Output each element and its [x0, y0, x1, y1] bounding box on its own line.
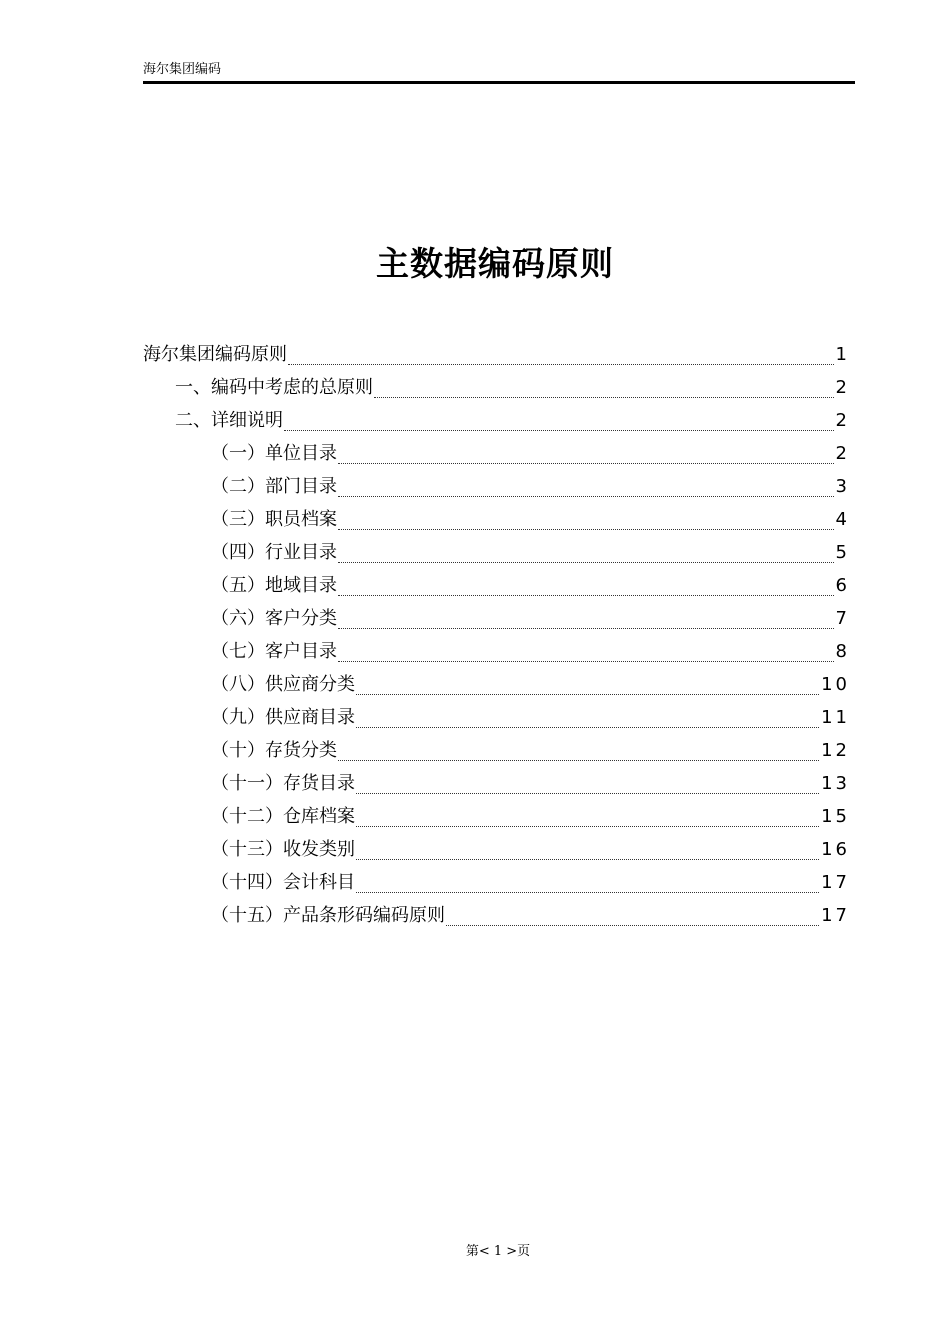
- toc-page-number: 7: [835, 608, 850, 629]
- toc-entry-label: （十四）会计科目: [211, 872, 355, 893]
- toc-entry-label: （二）部门目录: [211, 476, 337, 497]
- toc-entry[interactable]: [211, 503, 850, 536]
- toc-entry[interactable]: [211, 470, 850, 503]
- toc-entry-label: （一）单位目录: [211, 443, 337, 464]
- toc-leader-dots: [356, 779, 819, 794]
- toc-page-number: 17: [821, 872, 850, 893]
- toc-entry[interactable]: [211, 569, 850, 602]
- toc-page-number: 1: [835, 344, 850, 365]
- toc-leader-dots: [338, 647, 834, 662]
- toc-entry-label: （五）地域目录: [211, 575, 337, 596]
- toc-page-number: 11: [821, 707, 850, 728]
- toc-leader-dots: [356, 713, 819, 728]
- toc-entry-label: （三）职员档案: [211, 509, 337, 530]
- page-number-footer: 第< 1 >页: [465, 1244, 531, 1259]
- toc-leader-dots: [374, 383, 834, 398]
- toc-page-number: 3: [835, 476, 850, 497]
- toc-entry-label: （十三）收发类别: [211, 839, 355, 860]
- toc-entry-label: （十）存货分类: [211, 740, 337, 761]
- toc-entry[interactable]: [211, 833, 850, 866]
- toc-leader-dots: [288, 350, 834, 365]
- document-title: 主数据编码原则: [376, 244, 614, 283]
- toc-page-number: 12: [821, 740, 850, 761]
- toc-page-number: 2: [835, 410, 850, 431]
- toc-entry-label: （十五）产品条形码编码原则: [211, 905, 445, 926]
- toc-page-number: 2: [835, 443, 850, 464]
- toc-entry[interactable]: [211, 668, 850, 701]
- toc-page-number: 6: [835, 575, 850, 596]
- toc-entry[interactable]: [211, 767, 850, 800]
- toc-entry[interactable]: [143, 338, 850, 371]
- toc-entry[interactable]: [211, 635, 850, 668]
- toc-leader-dots: [284, 416, 834, 431]
- toc-entry-label: （六）客户分类: [211, 608, 337, 629]
- toc-page-number: 2: [835, 377, 850, 398]
- toc-entry-label: （七）客户目录: [211, 641, 337, 662]
- toc-leader-dots: [338, 746, 819, 761]
- toc-leader-dots: [338, 581, 834, 596]
- toc-leader-dots: [356, 845, 819, 860]
- toc-entry[interactable]: [211, 602, 850, 635]
- toc-entry-label: （八）供应商分类: [211, 674, 355, 695]
- toc-entry-label: （四）行业目录: [211, 542, 337, 563]
- toc-entry-label: （十二）仓库档案: [211, 806, 355, 827]
- toc-page-number: 10: [821, 674, 850, 695]
- toc-entry[interactable]: [211, 800, 850, 833]
- toc-page-number: 13: [821, 773, 850, 794]
- toc-entry-label: （九）供应商目录: [211, 707, 355, 728]
- toc-entry[interactable]: [211, 734, 850, 767]
- toc-page-number: 15: [821, 806, 850, 827]
- toc-leader-dots: [338, 449, 834, 464]
- toc-page-number: 17: [821, 905, 850, 926]
- toc-leader-dots: [338, 482, 834, 497]
- toc-entry-label: 一、编码中考虑的总原则: [175, 377, 373, 398]
- header-divider: [143, 81, 855, 84]
- toc-entry[interactable]: [175, 371, 850, 404]
- toc-leader-dots: [446, 911, 819, 926]
- toc-leader-dots: [356, 812, 819, 827]
- toc-leader-dots: [338, 515, 834, 530]
- toc-entry[interactable]: [211, 866, 850, 899]
- toc-leader-dots: [338, 548, 834, 563]
- running-header: 海尔集团编码: [143, 62, 222, 77]
- toc-page-number: 16: [821, 839, 850, 860]
- toc-page-number: 5: [835, 542, 850, 563]
- toc-leader-dots: [356, 878, 819, 893]
- toc-entry-label: （十一）存货目录: [211, 773, 355, 794]
- toc-page-number: 4: [835, 509, 850, 530]
- toc-entry[interactable]: [211, 899, 850, 932]
- toc-entry-label: 二、详细说明: [175, 410, 283, 431]
- toc-entry[interactable]: [211, 701, 850, 734]
- toc-entry[interactable]: [175, 404, 850, 437]
- toc-leader-dots: [356, 680, 819, 695]
- toc-entry[interactable]: [211, 536, 850, 569]
- toc-entry-label: 海尔集团编码原则: [143, 344, 287, 365]
- toc-leader-dots: [338, 614, 834, 629]
- toc-page-number: 8: [835, 641, 850, 662]
- toc-entry[interactable]: [211, 437, 850, 470]
